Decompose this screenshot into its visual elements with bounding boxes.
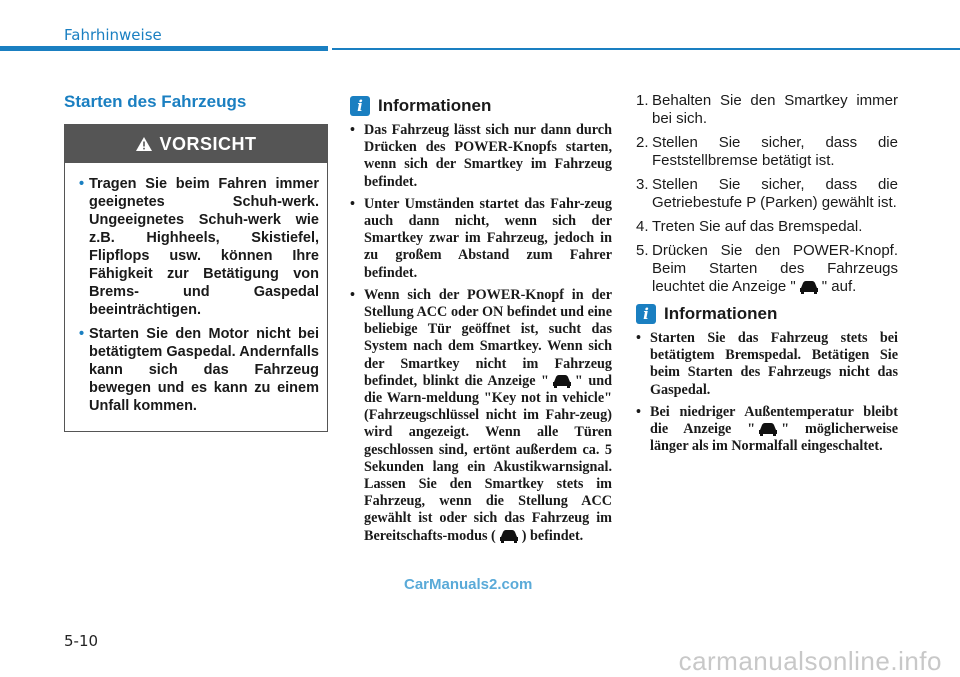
step-item: [636, 218, 898, 236]
caution-title: VORSICHT: [159, 133, 257, 154]
info-list: [636, 330, 898, 455]
header-rule-thin: [332, 48, 960, 50]
caution-box: [64, 124, 328, 432]
info-item: • Unter Umständen startet das Fahr-zeug auch dann nicht, wenn sich der Smartkey zwar im Fahrzeug, jedoch in zu großem Abstand zum Fahrer befindet.: [350, 196, 612, 282]
info-heading: [636, 304, 898, 324]
info-item: [636, 404, 898, 456]
info-item: [350, 287, 612, 545]
car-indicator-icon: [498, 529, 520, 543]
section-title: Starten des Fahrzeugs: [64, 92, 247, 111]
step-item: [636, 176, 898, 212]
column-right: [636, 92, 898, 460]
step-number: 5.: [636, 242, 649, 259]
step-number: 3.: [636, 176, 649, 193]
car-indicator-icon: [798, 280, 820, 294]
caution-list: [65, 163, 327, 431]
info-text: " möglicherweise länger als im Normalfall eingeschaltet.: [650, 421, 898, 455]
caution-item: • Tragen Sie beim Fahren immer geeignetes Schuh-werk. Ungeeignetes Schuh-werk wie z.B. Highheels, Skistiefel, Flipflops usw. können Ihre Fähigkeit zur Betätigung von Brems- und Gaspedal beeinträchtigen.: [79, 175, 319, 319]
info-heading: [350, 96, 612, 116]
step-text: Drücken Sie den POWER-Knopf. Beim Starten des Fahrzeugs leuchtet die Anzeige ": [652, 242, 898, 295]
info-text: " und die Warn-meldung "Key not in vehicle" (Fahrzeugschlüssel nicht im Fahr-zeug) wird angezeigt. Wenn alle Türen geschlossen sind, ertönt außerdem ca. 5 Sekunden lang ein Akustikwarnsignal. Lassen Sie den Smartkey stets im Fahrzeug, wenn die Stellung ACC gewählt ist oder sich das Fahrzeug im Bereitschafts-modus (: [364, 372, 612, 544]
section-header: Fahrhinweise: [64, 26, 162, 44]
car-indicator-icon: [757, 422, 779, 436]
info-icon: i: [350, 96, 370, 116]
watermark[interactable]: CarManuals2.com: [404, 576, 533, 593]
info-item: • Starten Sie das Fahrzeug stets bei betätigtem Bremspedal. Betätigen Sie beim Starten des Fahrzeugs nicht das Gaspedal.: [636, 330, 898, 399]
info-list: [350, 122, 612, 545]
info-title: Informationen: [664, 304, 778, 323]
car-indicator-icon: [551, 374, 573, 388]
info-text: Bei niedriger Außentemperatur bleibt die Anzeige ": [650, 403, 898, 438]
start-steps: [636, 92, 898, 296]
info-title: Informationen: [378, 96, 492, 115]
page-number: 5-10: [64, 632, 99, 650]
info-text: ) befindet.: [521, 527, 584, 544]
column-middle: [350, 96, 612, 550]
step-text: Stellen Sie sicher, dass die Getriebestufe P (Parken) gewählt ist.: [652, 176, 898, 211]
info-block-2: [636, 304, 898, 455]
step-number: 4.: [636, 218, 649, 235]
step-number: 2.: [636, 134, 649, 151]
warning-triangle-icon: [135, 136, 153, 152]
info-item: • Das Fahrzeug lässt sich nur dann durch Drücken des POWER-Knopfs starten, wenn sich der Smartkey im Fahrzeug befindet.: [350, 122, 612, 191]
header-rule-thick: [0, 46, 328, 51]
step-item: [636, 242, 898, 296]
info-text: Wenn sich der POWER-Knopf in der Stellung ACC oder ON befindet und eine beliebige Tür geöffnet ist, sucht das System nach dem Smartkey. Wenn sich der Smartkey nicht im Fahrzeug befindet, blinkt die Anzeige ": [364, 286, 612, 389]
caution-item: • Starten Sie den Motor nicht bei betätigtem Gaspedal. Andernfalls kann sich das Fahrzeug bewegen und es kann zu einem Unfall kommen.: [79, 325, 319, 415]
step-text: Stellen Sie sicher, dass die Feststellbremse betätigt ist.: [652, 134, 898, 169]
step-text: " auf.: [821, 278, 857, 295]
step-text: Treten Sie auf das Bremspedal.: [652, 218, 863, 235]
footer-watermark[interactable]: carmanualsonline.info: [678, 646, 942, 676]
info-icon: i: [636, 304, 656, 324]
caution-header: [65, 125, 327, 163]
step-item: [636, 92, 898, 128]
step-item: [636, 134, 898, 170]
step-text: Behalten Sie den Smartkey immer bei sich.: [652, 92, 898, 127]
column-left: [64, 92, 328, 432]
step-number: 1.: [636, 92, 649, 109]
